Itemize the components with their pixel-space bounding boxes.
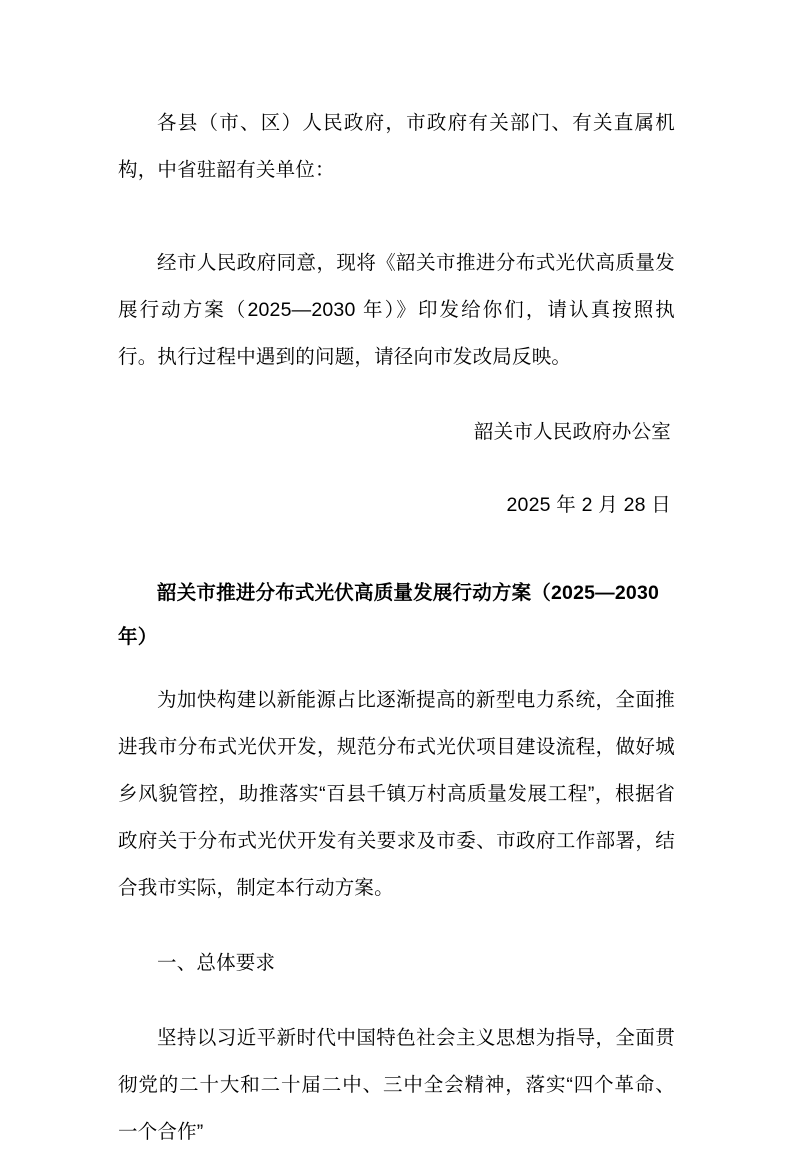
section-heading-one: 一、总体要求 (157, 952, 276, 974)
page-title: 韶关市推进分布式光伏高质量发展行动方案（2025—2030 年） (118, 582, 660, 648)
notice-paragraph: 经市人民政府同意，现将《韶关市推进分布式光伏高质量发展行动方案（2025—2030 年）》印发给你们，请认真按照执行。执行过程中遇到的问题，请径向市发改局反映。 (118, 252, 675, 368)
issue-date: 2025 年 2 月 28 日 (506, 494, 671, 516)
document-body (118, 100, 675, 1156)
issuer-signature: 韶关市人民政府办公室 (473, 421, 671, 443)
paragraph-spacer (118, 222, 675, 240)
section-one-paragraph: 坚持以习近平新时代中国特色社会主义思想为指导，全面贯彻党的二十大和二十届二中、三中全会精神，落实“四个革命、一个合作” (118, 1027, 675, 1143)
preamble-paragraph: 为加快构建以新能源占比逐渐提高的新型电力系统，全面推进我市分布式光伏开发，规范分布式光伏项目建设流程，做好城乡风貌管控，助推落实“百县千镇万村高质量发展工程”，根据省政府关于分布式光伏开发有关要求及市委、市政府工作部署，结合我市实际，制定本行动方案。 (118, 689, 675, 899)
recipient-paragraph: 各县（市、区）人民政府，市政府有关部门、有关直属机构，中省驻韶有关单位： (118, 112, 675, 181)
